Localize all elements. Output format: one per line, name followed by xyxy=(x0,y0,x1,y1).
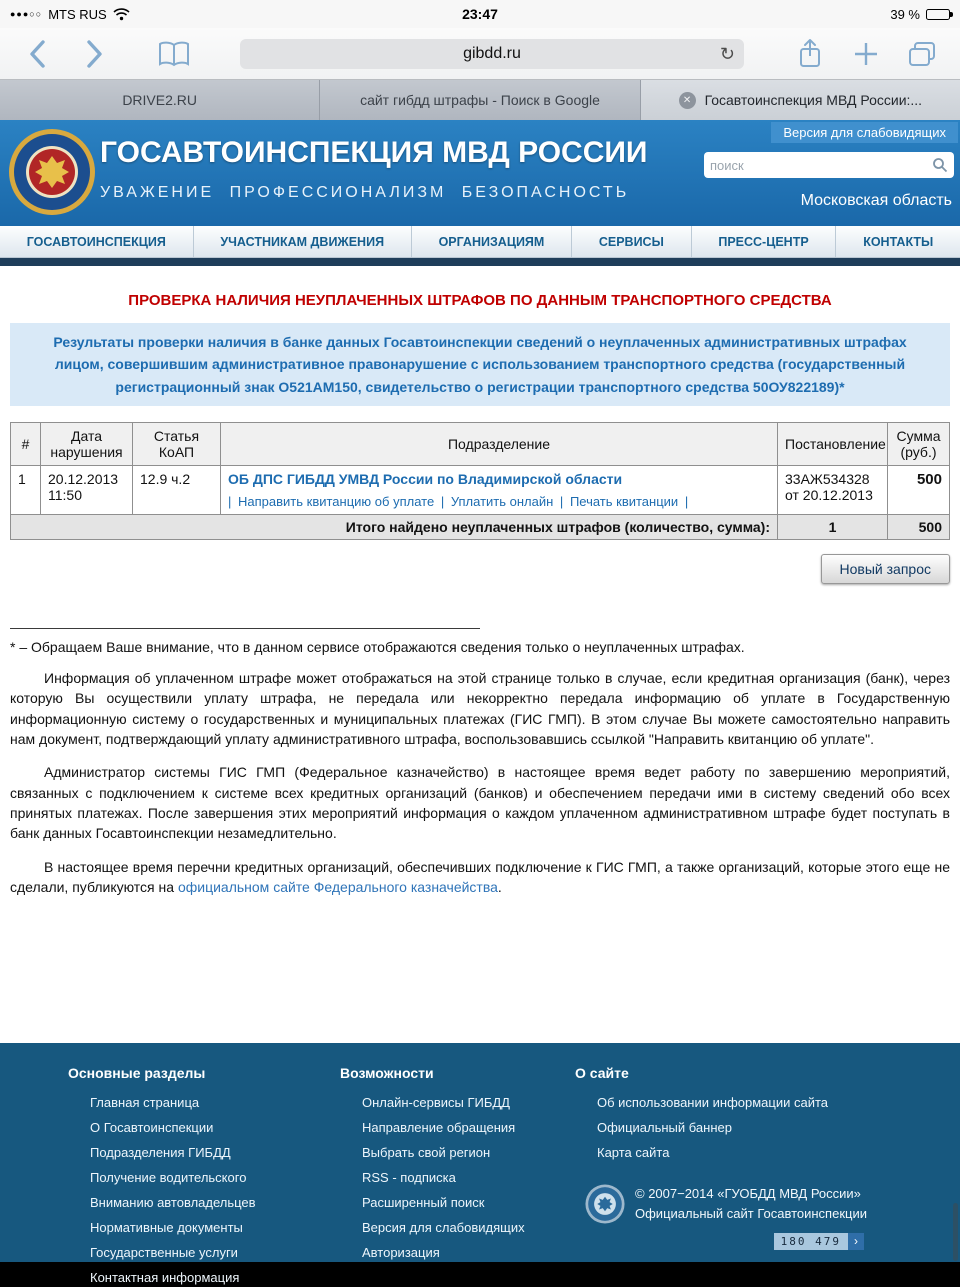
footer-link-car-owners[interactable]: Вниманию автовладельцев xyxy=(90,1195,256,1210)
list-item xyxy=(362,1169,575,1187)
site-header xyxy=(0,120,960,226)
footer-link-about-gibdd[interactable]: О Госавтоинспекции xyxy=(90,1120,214,1135)
wifi-icon xyxy=(113,8,130,21)
total-count: 1 xyxy=(778,515,888,540)
visit-counter xyxy=(774,1233,864,1250)
new-tab-button[interactable] xyxy=(842,34,890,74)
total-amount: 500 xyxy=(888,515,950,540)
site-footer xyxy=(0,1043,960,1285)
paragraph-treasury-period: . xyxy=(497,878,502,895)
list-item xyxy=(362,1219,575,1237)
footer-link-divisions[interactable]: Подразделения ГИБДД xyxy=(90,1145,231,1160)
copyright-block xyxy=(585,1184,905,1224)
treasury-site-link[interactable]: официальном сайте Федерального казначейства xyxy=(177,878,498,895)
cell-resolution: 33АЖ534328 от 20.12.2013 xyxy=(778,466,888,515)
fines-table xyxy=(10,422,950,540)
nav-item-servisy[interactable]: СЕРВИСЫ xyxy=(572,226,691,257)
paragraph-treasury-text: В настоящее время перечни кредитных организаций, обеспечивших подключение к ГИС ГМП, а также организаций, которые этого еще не сделали, публикуются на xyxy=(10,858,950,895)
counter-arrow-icon[interactable]: › xyxy=(848,1233,864,1250)
send-receipt-link[interactable]: Направить квитанцию об уплате xyxy=(238,494,435,510)
battery-icon xyxy=(926,9,950,20)
list-item xyxy=(362,1194,575,1212)
cell-amount: 500 xyxy=(888,466,950,515)
nav-item-press-centr[interactable]: ПРЕСС-ЦЕНТР xyxy=(692,226,837,257)
safari-toolbar xyxy=(0,28,960,80)
address-bar[interactable] xyxy=(240,39,744,69)
chevron-left-icon xyxy=(28,39,48,69)
tab-bar xyxy=(0,80,960,120)
battery-percent: 39 % xyxy=(890,6,920,22)
plus-icon xyxy=(853,41,879,67)
tab-title: Госавтоинспекция МВД России:... xyxy=(704,92,923,108)
list-item xyxy=(90,1094,340,1112)
button-row xyxy=(10,554,950,584)
col-header-article: Статья КоАП xyxy=(133,423,221,466)
cell-article: 12.9 ч.2 xyxy=(133,466,221,515)
footer-link-site-info-usage[interactable]: Об использовании информации сайта xyxy=(597,1095,828,1110)
search-input[interactable] xyxy=(710,158,932,173)
paragraph-treasury xyxy=(10,857,950,898)
col-header-amount: Сумма (руб.) xyxy=(888,423,950,466)
footnote-divider xyxy=(10,628,480,629)
table-total-row xyxy=(11,515,950,540)
tab-title: DRIVE2.RU xyxy=(122,92,197,108)
region-selector[interactable]: Московская область xyxy=(800,192,952,209)
search-icon[interactable] xyxy=(932,157,948,173)
col-header-division: Подразделение xyxy=(221,423,778,466)
list-item xyxy=(90,1219,340,1237)
footer-link-online-services[interactable]: Онлайн-сервисы ГИБДД xyxy=(362,1095,510,1110)
share-button[interactable] xyxy=(786,34,834,74)
back-button[interactable] xyxy=(14,34,62,74)
separator: | xyxy=(559,494,564,510)
list-item xyxy=(597,1119,905,1137)
ios-status-bar xyxy=(0,0,960,28)
table-row xyxy=(11,466,950,515)
cell-date: 20.12.2013 11:50 xyxy=(41,466,133,515)
status-left xyxy=(10,7,130,22)
nav-item-organizaciyam[interactable]: ОРГАНИЗАЦИЯМ xyxy=(412,226,572,257)
list-item xyxy=(597,1144,905,1162)
fine-actions xyxy=(228,494,770,509)
page-title: ПРОВЕРКА НАЛИЧИЯ НЕУПЛАЧЕННЫХ ШТРАФОВ ПО ДАННЫМ ТРАНСПОРТНОГО СРЕДСТВА xyxy=(128,292,832,309)
footer-link-official-banner[interactable]: Официальный баннер xyxy=(597,1120,732,1135)
list-item xyxy=(90,1144,340,1162)
tabs-icon xyxy=(907,41,937,67)
carrier-label: MTS RUS xyxy=(48,6,107,22)
footer-link-normative-docs[interactable]: Нормативные документы xyxy=(90,1220,243,1235)
list-item xyxy=(362,1244,575,1262)
col-header-num: # xyxy=(11,423,41,466)
tab-gibdd-active[interactable] xyxy=(641,80,960,120)
site-search xyxy=(704,152,954,178)
footer-gibdd-logo xyxy=(585,1184,625,1224)
list-item xyxy=(90,1194,340,1212)
list-item xyxy=(90,1119,340,1137)
copyright-line2: Официальный сайт Госавтоинспекции xyxy=(635,1206,867,1222)
footer-link-contact-info[interactable]: Контактная информация xyxy=(90,1270,240,1285)
footer-link-choose-region[interactable]: Выбрать свой регион xyxy=(362,1145,491,1160)
separator: | xyxy=(440,494,445,510)
bookmarks-button[interactable] xyxy=(150,34,198,74)
pay-online-link[interactable]: Уплатить онлайн xyxy=(450,494,554,510)
footer-column-features xyxy=(340,1065,575,1262)
close-tab-icon[interactable]: ✕ xyxy=(679,92,696,109)
footer-link-authorization[interactable]: Авторизация xyxy=(362,1245,440,1260)
accessibility-version-link[interactable]: Версия для слабовидящих xyxy=(771,122,958,143)
header-divider-strip xyxy=(0,258,960,266)
cell-num: 1 xyxy=(11,466,41,515)
share-icon xyxy=(797,38,823,70)
reload-button[interactable]: ↻ xyxy=(719,43,735,64)
url-text: gibdd.ru xyxy=(463,44,521,62)
forward-button[interactable] xyxy=(70,34,118,74)
cell-division xyxy=(221,466,778,515)
footer-column-main-sections xyxy=(68,1065,340,1285)
tab-title: сайт гибдд штрафы - Поиск в Google xyxy=(360,92,600,108)
footer-column-title: О сайте xyxy=(575,1065,629,1081)
status-right xyxy=(890,7,950,22)
tabs-overview-button[interactable] xyxy=(898,34,946,74)
print-receipt-link[interactable]: Печать квитанции xyxy=(569,494,679,510)
footer-link-advanced-search[interactable]: Расширенный поиск xyxy=(362,1195,485,1210)
paragraph-payment-info: Информация об уплаченном штрафе может отображаться на этой странице только в случае, если кредитная организация (банк), через которую Вы осуществили уплату штрафа, не передала или некорректно передала информацию об уплате в Государственную информационную систему о государственных и муниципальных платежах (ГИС ГМП). В этом случае Вы можете самостоятельно направить нам документ, подтверждающий уплату административного штрафа, воспользовавшись ссылкой "Направить квитанцию об уплате". xyxy=(10,670,950,748)
clock: 23:47 xyxy=(462,6,498,22)
list-item xyxy=(362,1094,575,1112)
separator: | xyxy=(228,494,232,510)
footer-link-home[interactable]: Главная страница xyxy=(90,1095,200,1110)
col-header-resolution: Постановление xyxy=(778,423,888,466)
footer-column-title: Возможности xyxy=(340,1065,434,1081)
footer-link-drivers-license[interactable]: Получение водительского xyxy=(90,1170,247,1185)
chevron-right-icon xyxy=(84,39,104,69)
paragraph-gis-gmp: Администратор системы ГИС ГМП (Федеральное казначейство) в настоящее время ведет работу по завершению мероприятий, связанных с подключением к системе всех кредитных организаций (банков) и обеспечением передачи ими в систему сведений обо всех принятых платежах. После завершения этих мероприятий информация о каждом уплаченном административном штрафе будет поступать в банк данных Госавтоинспекции незамедлительно. xyxy=(10,764,950,842)
main-nav xyxy=(0,226,960,258)
separator: | xyxy=(684,494,689,510)
check-result-summary: Результаты проверки наличия в банке данных Госавтоинспекции сведений о неуплаченных административных штрафах лицом, совершившим административное правонарушение с использованием транспортного средства (государственный регистрационный знак О521АМ150, свидетельство о регистрации транспортного средства 50ОУ822189)* xyxy=(10,323,950,406)
footer-link-accessibility[interactable]: Версия для слабовидящих xyxy=(362,1220,525,1235)
gibdd-logo xyxy=(8,128,96,216)
new-request-button[interactable]: Новый запрос xyxy=(821,554,950,584)
total-label: Итого найдено неуплаченных штрафов (количество, сумма): xyxy=(11,515,778,540)
footer-link-appeal[interactable]: Направление обращения xyxy=(362,1120,516,1135)
list-item xyxy=(90,1269,340,1287)
footer-column-title: Основные разделы xyxy=(68,1065,206,1081)
counter-digits: 180 479 xyxy=(774,1233,848,1250)
copyright-line1: © 2007−2014 «ГУОБДД МВД России» xyxy=(635,1186,861,1201)
col-header-date: Дата нарушения xyxy=(41,423,133,466)
footer-link-rss[interactable]: RSS - подписка xyxy=(362,1170,456,1185)
tab-google-search[interactable] xyxy=(320,80,640,120)
list-item xyxy=(597,1094,905,1112)
footer-link-sitemap[interactable]: Карта сайта xyxy=(597,1145,670,1160)
site-slogan: УВАЖЕНИЕ ПРОФЕССИОНАЛИЗМ БЕЗОПАСНОСТЬ xyxy=(100,184,630,201)
site-title-block xyxy=(100,136,648,202)
signal-strength-icon: ●●●○○ xyxy=(10,9,43,19)
list-item xyxy=(362,1144,575,1162)
book-icon xyxy=(158,40,190,68)
footnote: * – Обращаем Ваше внимание, что в данном сервисе отображаются сведения только о неуплаченных штрафах. xyxy=(10,639,745,656)
page-content xyxy=(0,266,960,1043)
table-header-row xyxy=(11,423,950,466)
site-title: ГОСАВТОИНСПЕКЦИЯ МВД РОССИИ xyxy=(100,136,648,169)
nav-item-gosavtoinspekciya[interactable]: ГОСАВТОИНСПЕКЦИЯ xyxy=(0,226,194,257)
footer-link-gov-services[interactable]: Государственные услуги xyxy=(90,1245,238,1260)
division-link[interactable]: ОБ ДПС ГИБДД УМВД России по Владимирской области xyxy=(228,471,623,488)
scrollbar-thumb[interactable] xyxy=(953,1203,958,1261)
list-item xyxy=(362,1119,575,1137)
list-item xyxy=(90,1244,340,1262)
tab-drive2[interactable] xyxy=(0,80,320,120)
list-item xyxy=(90,1169,340,1187)
copyright-text xyxy=(635,1184,867,1224)
nav-item-kontakty[interactable]: КОНТАКТЫ xyxy=(863,234,934,249)
nav-item-uchastnikam[interactable]: УЧАСТНИКАМ ДВИЖЕНИЯ xyxy=(194,226,412,257)
